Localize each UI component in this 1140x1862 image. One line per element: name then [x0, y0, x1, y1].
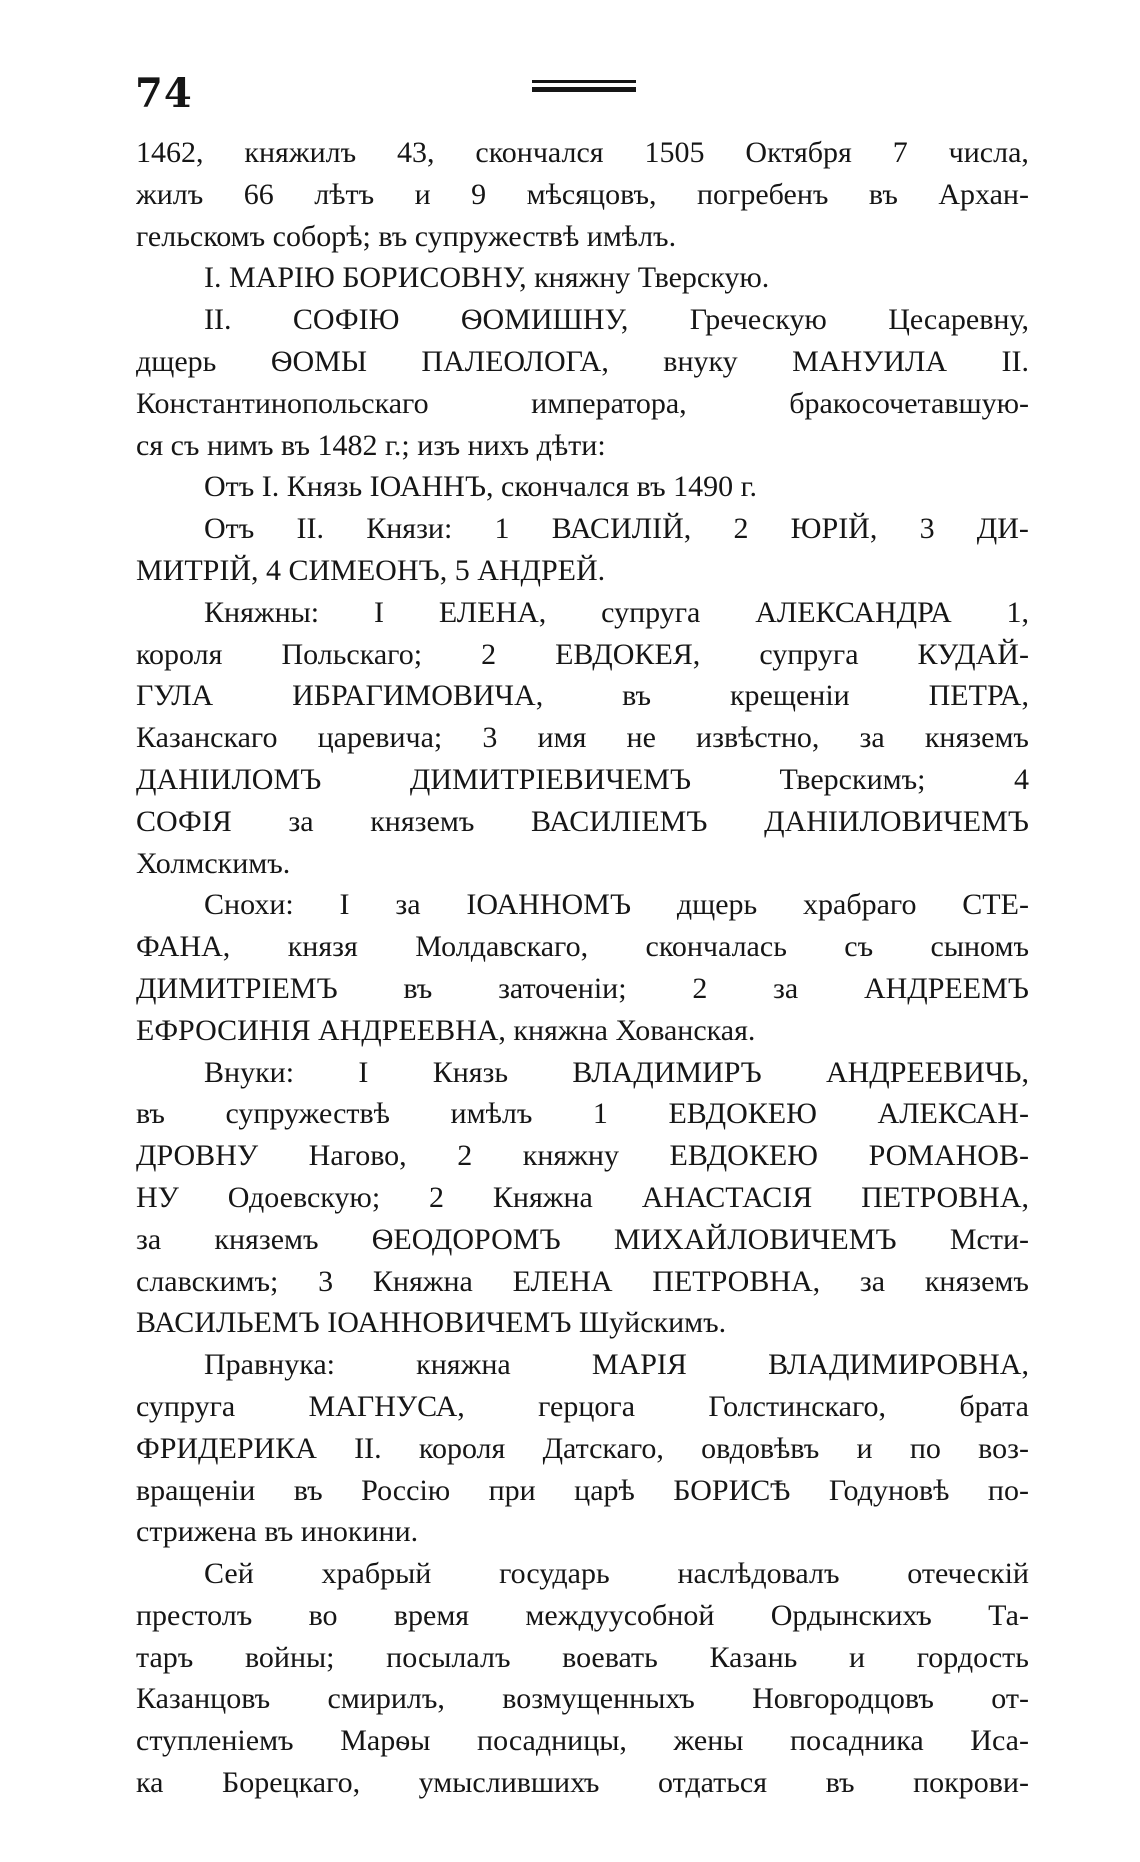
- word: овдовѣвъ: [701, 1431, 820, 1465]
- word: отдаться: [658, 1766, 768, 1800]
- word: во: [308, 1598, 338, 1632]
- text-line: [136, 1595, 1029, 1637]
- word: РОМАНОВ-: [868, 1139, 1029, 1173]
- text-line: [136, 1093, 1029, 1135]
- word: супруга: [601, 595, 701, 629]
- word: по: [909, 1431, 941, 1465]
- word: Нагово,: [308, 1139, 407, 1173]
- word: возмущенныхъ: [502, 1682, 695, 1716]
- word: 1: [494, 512, 510, 546]
- word: сыномъ: [930, 930, 1029, 964]
- text-line: [136, 216, 1029, 258]
- word: Князи:: [366, 512, 453, 546]
- word: 1505: [644, 136, 705, 169]
- text-line: [136, 550, 1029, 592]
- word: 7: [892, 136, 908, 169]
- word: дщерь: [676, 888, 758, 922]
- word: княземъ: [370, 804, 475, 838]
- word: II.: [1001, 344, 1029, 378]
- word: и: [856, 1431, 873, 1465]
- word: Греческую: [689, 303, 827, 337]
- text-line-content: Отъ I. Князь ІОАННЪ, скончался въ 1490 г.: [204, 470, 758, 504]
- word: I: [358, 1055, 369, 1089]
- word: ДИМИТРІЕМЪ: [136, 971, 338, 1005]
- word: гордость: [916, 1640, 1029, 1674]
- word: ѲОМЫ: [270, 344, 367, 378]
- word: 1,: [1006, 595, 1029, 629]
- word: имя: [537, 721, 587, 755]
- word: Россію: [361, 1473, 451, 1507]
- text-line: [136, 1219, 1029, 1261]
- text-line: [136, 592, 1029, 634]
- word: ЕВДОКЕЮ: [668, 1097, 817, 1131]
- word: КУДАЙ-: [917, 637, 1029, 671]
- word: Марѳы: [340, 1724, 431, 1758]
- page-number: 74: [135, 70, 193, 117]
- word: ЕВДОКЕЮ: [669, 1139, 819, 1173]
- word: съ: [844, 930, 874, 964]
- word: 3: [482, 721, 498, 755]
- word: войны;: [244, 1640, 335, 1674]
- text-line-content: стрижена въ инокини.: [136, 1515, 419, 1549]
- word: ѲОМИШНУ,: [460, 303, 629, 337]
- word: ЕВДОКЕЯ,: [555, 637, 701, 671]
- word: и: [848, 1640, 866, 1674]
- word: 1462,: [136, 136, 204, 169]
- word: лѣтъ: [314, 177, 375, 211]
- body-text: [136, 132, 1029, 1804]
- word: заточеніи;: [498, 971, 627, 1005]
- word: числа,: [948, 136, 1029, 169]
- header-ornament-rule: [532, 80, 636, 92]
- word: престолъ: [136, 1598, 253, 1632]
- word: ДИ-: [976, 512, 1029, 546]
- word: НУ: [136, 1180, 179, 1214]
- word: 9: [471, 177, 487, 211]
- text-line-content: МИТРІЙ, 4 СИМЕОНЪ, 5 АНДРЕЙ.: [136, 553, 606, 587]
- word: супруга: [136, 1389, 236, 1423]
- word: 3: [919, 512, 935, 546]
- word: Та-: [988, 1598, 1029, 1632]
- word: ПЕТРОВНА,: [652, 1264, 821, 1298]
- text-line: [136, 341, 1029, 383]
- word: Княжны:: [204, 595, 320, 629]
- word: вращеніи: [136, 1473, 256, 1507]
- word: ДАНІИЛОВИЧЕМЪ: [764, 804, 1029, 838]
- text-line: [136, 1344, 1029, 1386]
- word: МАРІЯ: [591, 1348, 687, 1382]
- text-line: [136, 132, 1029, 174]
- word: дщерь: [136, 344, 217, 378]
- word: 66: [243, 177, 274, 211]
- word: за: [288, 804, 314, 838]
- word: въ: [293, 1473, 323, 1507]
- text-line: [136, 634, 1029, 676]
- text-line: [136, 675, 1029, 717]
- text-line: [136, 1261, 1029, 1303]
- word: 2: [429, 1180, 445, 1214]
- word: Княжна: [492, 1180, 593, 1214]
- word: I: [374, 595, 384, 629]
- word: АЛЕКСАН-: [877, 1097, 1029, 1131]
- text-line-content: ЕФРОСИНІЯ АНДРЕЕВНА, княжна Хованская.: [136, 1013, 756, 1047]
- word: при: [488, 1473, 536, 1507]
- text-line: [136, 801, 1029, 843]
- word: внуку: [663, 344, 738, 378]
- word: ГУЛА: [136, 679, 214, 713]
- word: погребенъ: [697, 177, 829, 211]
- text-line: [136, 843, 1029, 885]
- word: МИХАЙЛОВИЧЕМЪ: [613, 1222, 897, 1256]
- text-line: [136, 425, 1029, 467]
- word: наслѣдовалъ: [677, 1557, 840, 1591]
- word: 2: [733, 512, 749, 546]
- word: за: [136, 1222, 162, 1256]
- word: МАГНУСА,: [308, 1389, 465, 1423]
- word: ДИМИТРІЕВИЧЕМЪ: [409, 762, 692, 796]
- word: Казанцовъ: [136, 1682, 271, 1716]
- word: герцога: [538, 1389, 636, 1423]
- word: въ: [622, 679, 652, 713]
- word: БОРИСѢ: [673, 1473, 791, 1507]
- word: государь: [499, 1557, 610, 1591]
- word: посылалъ: [386, 1640, 511, 1674]
- text-line: [136, 1177, 1029, 1219]
- word: царевича;: [317, 721, 443, 755]
- word: ЮРІЙ,: [790, 512, 878, 546]
- text-line-content: I. МАРІЮ БОРИСОВНУ, княжну Тверскую.: [204, 261, 770, 295]
- word: Одоевскую;: [227, 1180, 381, 1214]
- word: посадницы,: [477, 1724, 627, 1758]
- word: II.: [204, 303, 232, 337]
- text-line: [136, 1720, 1029, 1762]
- word: II.: [354, 1431, 382, 1465]
- text-line: [136, 1428, 1029, 1470]
- word: Мсти-: [949, 1222, 1029, 1256]
- word: СОФІЯ: [136, 804, 232, 838]
- word: Цесаревну,: [888, 303, 1029, 337]
- word: посадника: [790, 1724, 924, 1758]
- text-line-content: ся съ нимъ въ 1482 г.; изъ нихъ дѣти:: [136, 428, 606, 462]
- word: междуусобной: [525, 1598, 715, 1632]
- word: и: [414, 177, 431, 211]
- text-line: [136, 1470, 1029, 1512]
- word: въ: [403, 971, 433, 1005]
- text-line: [136, 383, 1029, 425]
- word: Молдавскаго,: [415, 930, 589, 964]
- word: ДАНІИЛОМЪ: [136, 762, 322, 796]
- text-line: [136, 257, 1029, 299]
- word: время: [393, 1598, 470, 1632]
- text-line: [136, 1010, 1029, 1052]
- word: за: [859, 721, 885, 755]
- word: въ: [868, 177, 898, 211]
- word: покрови-: [913, 1766, 1029, 1800]
- word: Новгородцовъ: [752, 1682, 934, 1716]
- word: АНДРЕЕВИЧЬ,: [825, 1055, 1029, 1089]
- word: от-: [991, 1682, 1029, 1716]
- word: Князь: [432, 1055, 509, 1089]
- word: МАНУИЛА: [792, 344, 948, 378]
- text-line-content: Холмскимъ.: [136, 846, 291, 880]
- word: крещеніи: [729, 679, 850, 713]
- word: храбраго: [803, 888, 917, 922]
- word: ВЛАДИМИРОВНА,: [768, 1348, 1029, 1382]
- word: жилъ: [136, 177, 204, 211]
- word: СТЕ-: [962, 888, 1029, 922]
- word: за: [859, 1264, 886, 1298]
- word: за: [773, 971, 799, 1005]
- word: брата: [959, 1389, 1029, 1423]
- text-line: [136, 174, 1029, 216]
- text-line: [136, 1135, 1029, 1177]
- text-line: [136, 1678, 1029, 1720]
- word: 3: [318, 1264, 334, 1298]
- word: 2: [457, 1139, 473, 1173]
- word: умыслившихъ: [418, 1766, 600, 1800]
- text-line: [136, 1553, 1029, 1595]
- word: отеческій: [907, 1557, 1029, 1591]
- word: АНДРЕЕМЪ: [863, 971, 1029, 1005]
- word: ка: [136, 1766, 164, 1800]
- word: Сей: [204, 1557, 254, 1591]
- word: по-: [987, 1473, 1029, 1507]
- word: АЛЕКСАНДРА: [755, 595, 952, 629]
- text-line: [136, 466, 1029, 508]
- word: ДРОВНУ: [136, 1139, 259, 1173]
- word: ФРИДЕРИКА: [136, 1431, 317, 1465]
- word: мѣсяцовъ,: [526, 177, 657, 211]
- word: княжна: [416, 1348, 511, 1382]
- word: воевать: [562, 1640, 658, 1674]
- word: князя: [287, 930, 358, 964]
- word: Отъ: [204, 512, 255, 546]
- word: ѲЕОДОРОМЪ: [371, 1222, 561, 1256]
- word: Иса-: [970, 1724, 1029, 1758]
- text-line: [136, 884, 1029, 926]
- word: Казанскаго: [136, 721, 278, 755]
- word: 2: [481, 637, 497, 671]
- word: бракосочетавшую-: [789, 386, 1029, 420]
- word: Архан-: [938, 177, 1029, 211]
- word: Ордынскихъ: [770, 1598, 932, 1632]
- word: царѣ: [574, 1473, 635, 1507]
- word: княжилъ: [244, 136, 357, 169]
- word: Княжна: [372, 1264, 473, 1298]
- word: княземъ: [924, 721, 1029, 755]
- text-line: [136, 1637, 1029, 1679]
- word: извѣстно,: [696, 721, 820, 755]
- word: имѣлъ: [450, 1097, 533, 1131]
- word: 2: [692, 971, 708, 1005]
- word: воз-: [978, 1431, 1029, 1465]
- text-line: [136, 926, 1029, 968]
- word: СОФІЮ: [292, 303, 400, 337]
- word: Голстинскаго,: [708, 1389, 887, 1423]
- word: Внуки:: [204, 1055, 295, 1089]
- word: Константинопольскаго: [136, 386, 429, 420]
- word: Борецкаго,: [222, 1766, 361, 1800]
- word: славскимъ;: [136, 1264, 279, 1298]
- word: ВАСИЛІЙ,: [551, 512, 692, 546]
- text-line: [136, 1052, 1029, 1094]
- word: скончалась: [645, 930, 787, 964]
- word: 1: [592, 1097, 608, 1131]
- word: ВАСИЛІЕМЪ: [530, 804, 708, 838]
- word: не: [626, 721, 656, 755]
- text-line: [136, 299, 1029, 341]
- text-line: [136, 968, 1029, 1010]
- word: АНАСТАСІЯ: [641, 1180, 813, 1214]
- word: ПЕТРА,: [928, 679, 1029, 713]
- word: Годуновѣ: [828, 1473, 950, 1507]
- word: II.: [296, 512, 324, 546]
- word: ВЛАДИМИРЪ: [572, 1055, 762, 1089]
- word: смирилъ,: [327, 1682, 445, 1716]
- word: въ: [825, 1766, 855, 1800]
- word: Октября: [745, 136, 852, 169]
- word: Польскаго;: [281, 637, 423, 671]
- word: Датскаго,: [542, 1431, 664, 1465]
- text-line-content: гельскомъ соборѣ; въ супружествѣ имѣлъ.: [136, 219, 677, 253]
- word: ступленіемъ: [136, 1724, 294, 1758]
- text-line: [136, 508, 1029, 550]
- word: короля: [418, 1431, 506, 1465]
- word: ПАЛЕОЛОГА,: [421, 344, 609, 378]
- word: Тверскимъ;: [779, 762, 926, 796]
- word: Казань: [709, 1640, 798, 1674]
- word: ФАНА,: [136, 930, 231, 964]
- word: скончался: [475, 136, 604, 169]
- text-line: [136, 1302, 1029, 1344]
- text-line: [136, 1762, 1029, 1804]
- word: императора,: [531, 386, 687, 420]
- word: ЕЛЕНА: [512, 1264, 613, 1298]
- word: за: [395, 888, 421, 922]
- text-line-content: ВАСИЛЬЕМЪ ІОАННОВИЧЕМЪ Шуйскимъ.: [136, 1306, 727, 1340]
- text-line: [136, 759, 1029, 801]
- word: ІОАННОМЪ: [466, 888, 632, 922]
- word: короля: [136, 637, 223, 671]
- word: княжну: [522, 1139, 619, 1173]
- word: ЕЛЕНА,: [438, 595, 547, 629]
- word: супруга: [759, 637, 859, 671]
- word: 43,: [397, 136, 435, 169]
- word: таръ: [136, 1640, 194, 1674]
- word: супружествѣ: [225, 1097, 390, 1131]
- word: I: [339, 888, 350, 922]
- word: Снохи:: [204, 888, 294, 922]
- word: ИБРАГИМОВИЧА,: [292, 679, 544, 713]
- word: ПЕТРОВНА,: [861, 1180, 1029, 1214]
- word: Правнука:: [204, 1348, 335, 1382]
- word: храбрый: [321, 1557, 432, 1591]
- word: княземъ: [214, 1222, 319, 1256]
- text-line: [136, 1511, 1029, 1553]
- word: 4: [1014, 762, 1029, 796]
- word: въ: [136, 1097, 165, 1131]
- word: жены: [673, 1724, 744, 1758]
- word: княземъ: [924, 1264, 1029, 1298]
- text-line: [136, 717, 1029, 759]
- text-line: [136, 1386, 1029, 1428]
